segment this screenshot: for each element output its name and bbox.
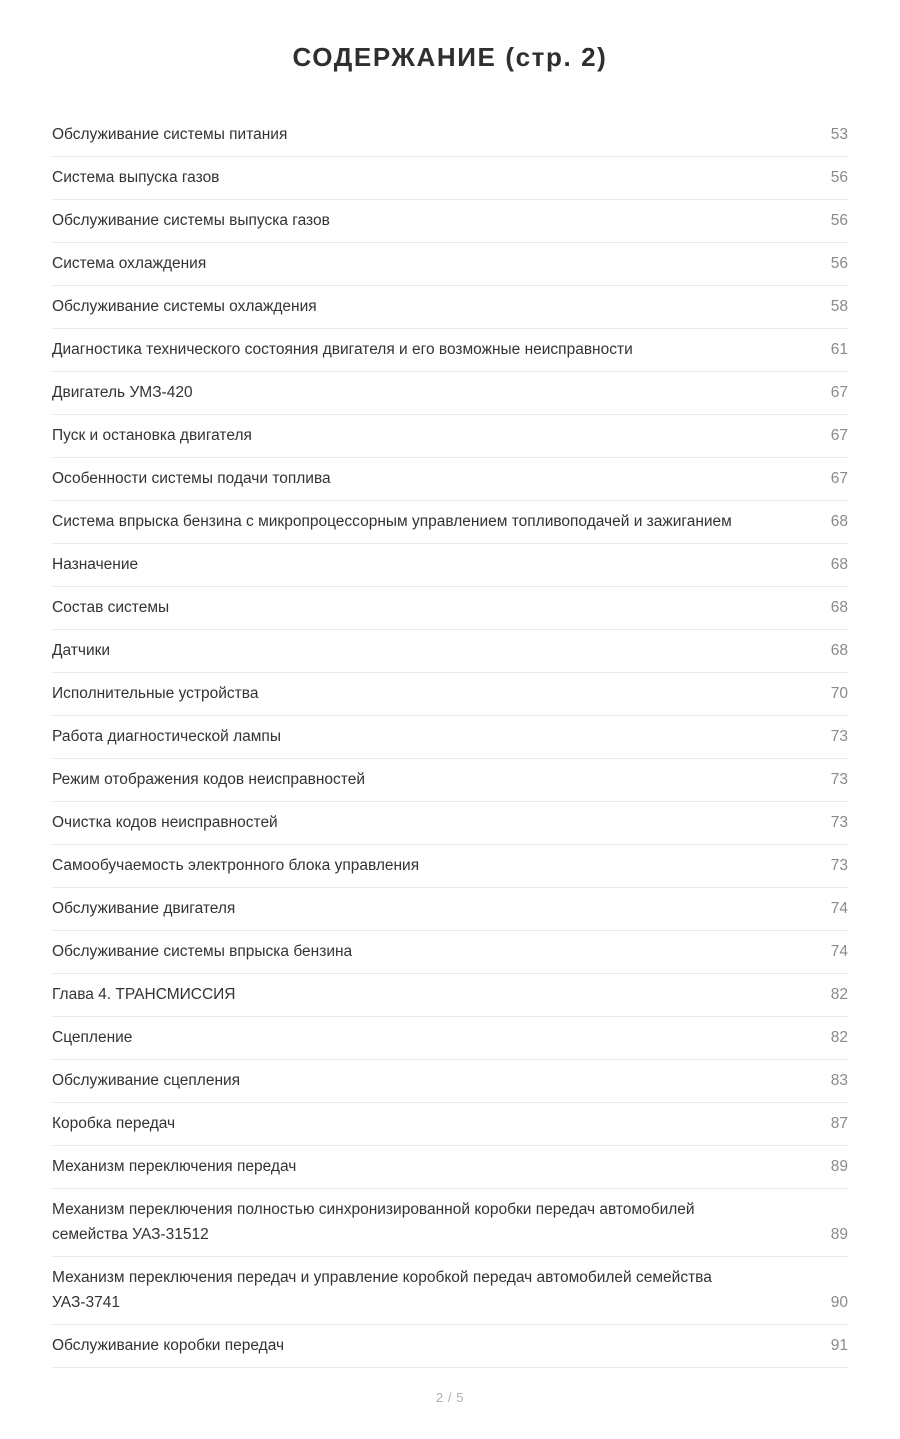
- toc-entry-label: Диагностика технического состояния двигателя и его возможные неисправности: [52, 341, 633, 358]
- toc-entry[interactable]: [52, 200, 848, 243]
- toc-entry[interactable]: [52, 286, 848, 329]
- toc-entry[interactable]: [52, 372, 848, 415]
- toc-entry[interactable]: [52, 458, 848, 501]
- page-footer: 2 / 5: [435, 1390, 465, 1405]
- toc-entry-page-number: 87: [830, 1115, 848, 1132]
- toc-entry-label: Механизм переключения полностью синхронизированной коробки передач автомобилей семейства УАЗ-31512: [52, 1201, 695, 1243]
- toc-entry[interactable]: [52, 888, 848, 931]
- toc-entry-label: Назначение: [52, 556, 139, 573]
- toc-entry[interactable]: [52, 1103, 848, 1146]
- toc-entry-page-number: 89: [830, 1158, 848, 1175]
- toc-entry-page-number: 73: [830, 771, 848, 788]
- toc-entry-page-number: 61: [830, 341, 848, 358]
- toc-entry-label: Коробка передач: [52, 1115, 176, 1132]
- toc-entry-page-number: 91: [830, 1337, 848, 1354]
- toc-entry-label: Обслуживание сцепления: [52, 1072, 241, 1089]
- toc-entry-label: Обслуживание системы питания: [52, 126, 288, 143]
- toc-entry-label: Обслуживание системы впрыска бензина: [52, 943, 353, 960]
- toc-entry[interactable]: [52, 587, 848, 630]
- toc-entry-page-number: 68: [830, 599, 848, 616]
- toc-entry[interactable]: [52, 1146, 848, 1189]
- toc-entry-page-number: 67: [830, 470, 848, 487]
- toc-entry-page-number: 67: [830, 427, 848, 444]
- toc-entry-page-number: 68: [830, 513, 848, 530]
- toc-entry-label: Самообучаемость электронного блока управления: [52, 857, 420, 874]
- toc-entry-page-number: 74: [830, 900, 848, 917]
- toc-entry[interactable]: [52, 243, 848, 286]
- toc-entry-label: Глава 4. ТРАНСМИССИЯ: [52, 986, 236, 1003]
- toc-entry[interactable]: [52, 759, 848, 802]
- toc-entry[interactable]: [52, 802, 848, 845]
- toc-entry-page-number: 56: [830, 212, 848, 229]
- toc-entry-label: Механизм переключения передач и управление коробкой передач автомобилей семейства УАЗ-3741: [52, 1269, 712, 1311]
- toc-entry-page-number: 58: [830, 298, 848, 315]
- toc-entry[interactable]: [52, 716, 848, 759]
- toc-entry-page-number: 68: [830, 556, 848, 573]
- toc-entry-page-number: 82: [830, 1029, 848, 1046]
- toc-entry-page-number: 53: [830, 126, 848, 143]
- toc-entry-label: Обслуживание системы выпуска газов: [52, 212, 330, 229]
- toc-entry-label: Состав системы: [52, 599, 170, 616]
- toc-entry[interactable]: [52, 1017, 848, 1060]
- toc-entry-page-number: 90: [830, 1294, 848, 1311]
- toc-entry-label: Механизм переключения передач: [52, 1158, 297, 1175]
- toc-entry-page-number: 89: [830, 1226, 848, 1243]
- toc-entry[interactable]: [52, 501, 848, 544]
- toc-entry[interactable]: [52, 1257, 848, 1325]
- toc-entry-label: Двигатель УМЗ-420: [52, 384, 193, 401]
- toc-entry-page-number: 67: [830, 384, 848, 401]
- toc-entry[interactable]: [52, 673, 848, 716]
- toc-entry[interactable]: [52, 329, 848, 372]
- toc-entry[interactable]: [52, 974, 848, 1017]
- toc-entry[interactable]: [52, 1189, 848, 1257]
- toc-entry-label: Система выпуска газов: [52, 169, 220, 186]
- toc-entry-page-number: 73: [830, 814, 848, 831]
- toc-entry[interactable]: [52, 415, 848, 458]
- toc-entry-label: Режим отображения кодов неисправностей: [52, 771, 365, 788]
- toc-entry-label: Работа диагностической лампы: [52, 728, 281, 745]
- toc-entry-label: Сцепление: [52, 1029, 133, 1046]
- toc-entry-label: Система охлаждения: [52, 255, 207, 272]
- toc-entry[interactable]: [52, 931, 848, 974]
- toc-entry-label: Особенности системы подачи топлива: [52, 470, 331, 487]
- toc-entry-label: Пуск и остановка двигателя: [52, 427, 252, 444]
- toc-entry-label: Датчики: [52, 642, 111, 659]
- toc-entry[interactable]: [52, 544, 848, 587]
- toc-entry[interactable]: [52, 114, 848, 157]
- toc-entry[interactable]: [52, 845, 848, 888]
- toc-entry-label: Исполнительные устройства: [52, 685, 259, 702]
- toc-entry-page-number: 70: [830, 685, 848, 702]
- toc-entry[interactable]: [52, 630, 848, 673]
- toc-entry-page-number: 68: [830, 642, 848, 659]
- toc-entry-page-number: 74: [830, 943, 848, 960]
- toc-entry-page-number: 73: [830, 728, 848, 745]
- toc-entry-label: Обслуживание коробки передач: [52, 1337, 285, 1354]
- toc-entry-label: Очистка кодов неисправностей: [52, 814, 278, 831]
- table-of-contents-list: [52, 114, 848, 1368]
- toc-entry-page-number: 56: [830, 255, 848, 272]
- toc-entry-page-number: 82: [830, 986, 848, 1003]
- toc-entry[interactable]: [52, 157, 848, 200]
- toc-entry[interactable]: [52, 1325, 848, 1368]
- toc-entry-page-number: 73: [830, 857, 848, 874]
- toc-entry-page-number: 56: [830, 169, 848, 186]
- toc-entry-label: Система впрыска бензина с микропроцессорным управлением топливоподачей и зажиганием: [52, 513, 732, 530]
- page-title: СОДЕРЖАНИЕ (стр. 2): [292, 42, 608, 72]
- toc-entry-page-number: 83: [830, 1072, 848, 1089]
- toc-entry-label: Обслуживание системы охлаждения: [52, 298, 317, 315]
- toc-entry-label: Обслуживание двигателя: [52, 900, 236, 917]
- toc-entry[interactable]: [52, 1060, 848, 1103]
